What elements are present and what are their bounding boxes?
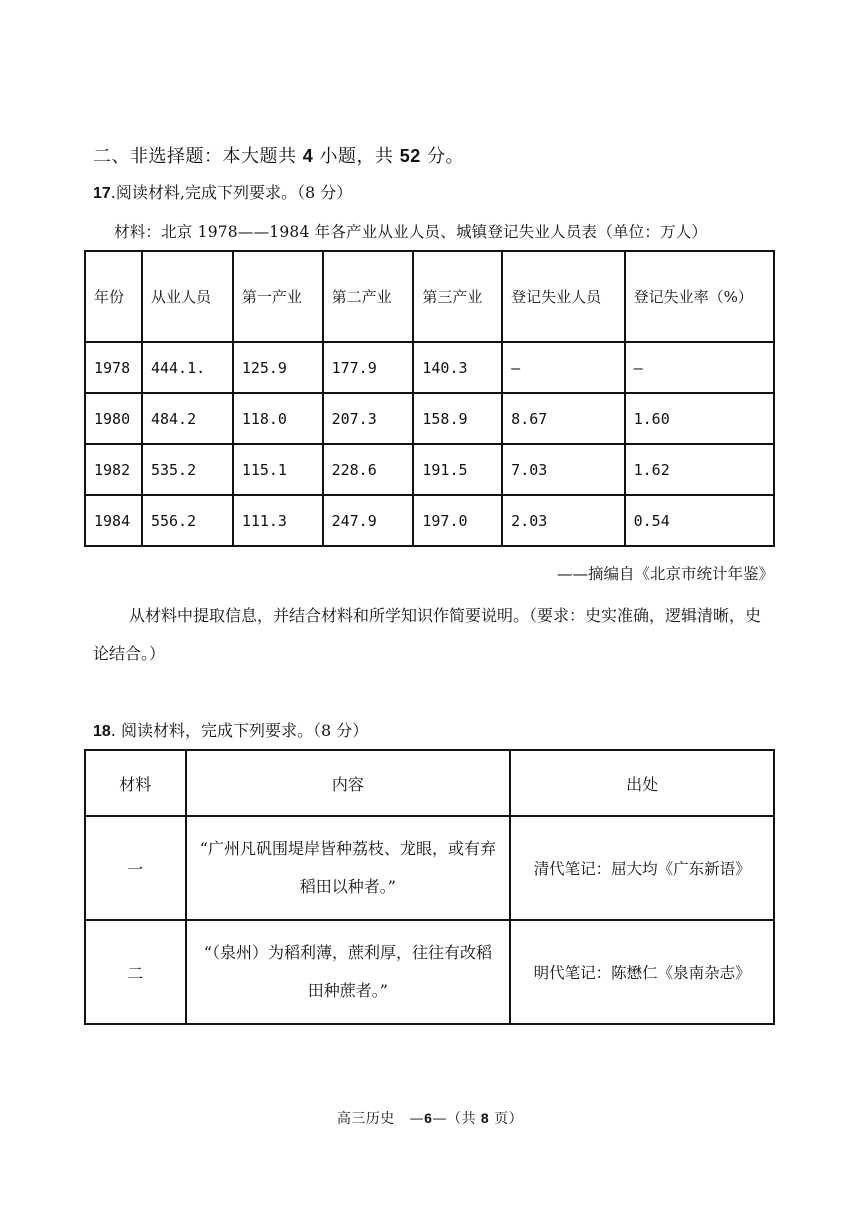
table-cell: 228.6 (323, 444, 414, 495)
materials-table (84, 749, 775, 1025)
question-17-title: 17.阅读材料,完成下列要求。（8 分） (93, 183, 353, 202)
employment-table (84, 250, 775, 547)
header-cell: 出处 (510, 750, 774, 816)
question-18-title: 18. 阅读材料，完成下列要求。（8 分） (93, 721, 369, 740)
table-row (85, 920, 774, 1024)
table-cell: 191.5 (413, 444, 502, 495)
material-source: 清代笔记：屈大均《广东新语》 (510, 816, 774, 920)
table-cell: 1.62 (625, 444, 774, 495)
table-cell: 125.9 (233, 342, 323, 393)
table-caption: 材料：北京 1978——1984 年各产业从业人员、城镇登记失业人员表（单位：万人） (114, 223, 708, 241)
table-cell: 535.2 (142, 444, 233, 495)
table-cell: 1978 (85, 342, 142, 393)
question-17-prompt: 从材料中提取信息，并结合材料和所学知识作简要说明。（要求：史实准确，逻辑清晰，史论结合。） (93, 606, 762, 663)
header-cell: 从业人员 (142, 251, 233, 342)
header-cell: 登记失业率（%） (625, 251, 774, 342)
table-cell: 197.0 (413, 495, 502, 546)
table-cell: 1982 (85, 444, 142, 495)
header-cell: 年份 (85, 251, 142, 342)
table-cell: 140.3 (413, 342, 502, 393)
table-header-row (85, 251, 774, 342)
table-cell: 0.54 (625, 495, 774, 546)
table-cell: 484.2 (142, 393, 233, 444)
section-heading: 二、非选择题：本大题共 4 小题，共 52 分。 (93, 146, 464, 167)
table-header-row (85, 750, 774, 816)
header-cell: 内容 (186, 750, 511, 816)
table-row (85, 495, 774, 546)
table-cell: 2.03 (502, 495, 624, 546)
table-cell: 118.0 (233, 393, 323, 444)
table-source: ——摘编自《北京市统计年鉴》 (556, 565, 774, 583)
page-footer: 高三历史 —6—（共 8 页） (336, 1110, 524, 1127)
table-cell: 1980 (85, 393, 142, 444)
table-cell: 111.3 (233, 495, 323, 546)
table-cell: 1984 (85, 495, 142, 546)
table-cell: 247.9 (323, 495, 414, 546)
header-cell: 登记失业人员 (502, 251, 624, 342)
table-row (85, 816, 774, 920)
table-cell: — (625, 342, 774, 393)
header-cell: 第二产业 (323, 251, 414, 342)
table-row (85, 393, 774, 444)
table-cell: 7.03 (502, 444, 624, 495)
material-label: 一 (85, 816, 186, 920)
header-cell: 第三产业 (413, 251, 502, 342)
material-source: 明代笔记：陈懋仁《泉南杂志》 (510, 920, 774, 1024)
table-cell: 556.2 (142, 495, 233, 546)
table-cell: 444.1. (142, 342, 233, 393)
table-cell: 177.9 (323, 342, 414, 393)
material-content: “广州凡矾围堤岸皆种荔枝、龙眼，或有弃稻田以种者。” (186, 816, 511, 920)
material-content: “（泉州）为稻利薄，蔗利厚，往往有改稻田种蔗者。” (186, 920, 511, 1024)
header-cell: 材料 (85, 750, 186, 816)
table-cell: 158.9 (413, 393, 502, 444)
header-cell: 第一产业 (233, 251, 323, 342)
table-cell: 207.3 (323, 393, 414, 444)
table-cell: 115.1 (233, 444, 323, 495)
table-cell: 1.60 (625, 393, 774, 444)
material-label: 二 (85, 920, 186, 1024)
table-row (85, 444, 774, 495)
table-row (85, 342, 774, 393)
table-cell: 8.67 (502, 393, 624, 444)
table-cell: — (502, 342, 624, 393)
